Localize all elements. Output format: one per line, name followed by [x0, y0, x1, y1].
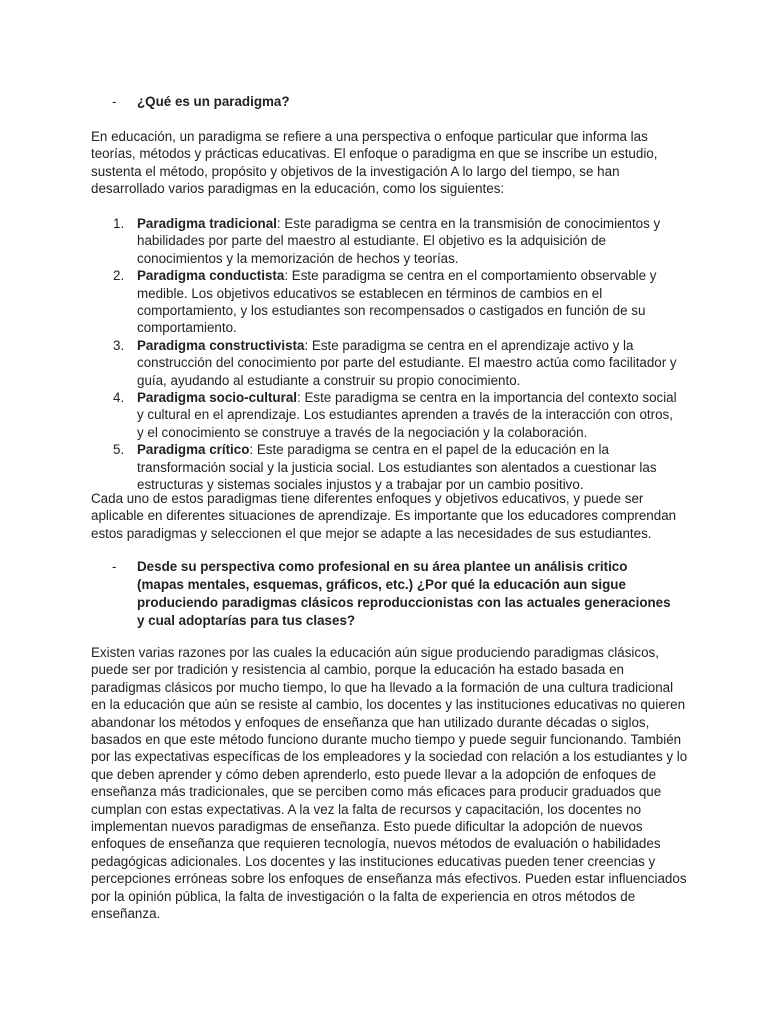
list-item	[0, 337, 679, 389]
heading-text: ¿Qué es un paradigma?	[137, 94, 290, 109]
paradigm-description: : Este paradigma se centra en la importancia del contexto social y cultural en el aprendizaje. Los estudiantes aprenden a través de la interacción con otros, y el conocimiento se construye a través de la negociación y la colaboración.	[137, 390, 677, 440]
paradigm-description: : Este paradigma se centra en la transmisión de conocimientos y habilidades por parte del maestro al estudiante. El objetivo es la adquisición de conocimientos y la memorización de hechos y teorías.	[137, 216, 661, 266]
list-number: 4.	[113, 390, 125, 406]
list-item	[0, 215, 679, 267]
paradigm-description: : Este paradigma se centra en el papel de la educación en la transformación social y la justicia social. Los estudiantes son alentados a cuestionar las estructuras y sistemas sociales injustos y a trabajar por un cambio positivo.	[137, 442, 657, 493]
list-number: 5.	[113, 442, 125, 458]
list-item	[0, 441, 679, 493]
paradigm-description: : Este paradigma se centra en el aprendizaje activo y la construcción del conocimiento por parte del estudiante. El maestro actúa como facilitador y guía, ayudando al estudiante a construir su propio conocimiento.	[137, 337, 677, 388]
answer-paragraph: Existen varias razones por las cuales la educación aún sigue produciendo paradigmas clásicos, puede ser por tradición y resistencia al cambio, porque la educación ha estado basada en paradigmas clásicos por mucho tiempo, lo que ha llevado a la formación de una cultura tradicional en la educación que aún se resiste al cambio, los docentes y las instituciones educativas no quieren abandonar los métodos y enfoques de enseñanza que han utilizado durante décadas o siglos, basados en que este método funciono durante mucho tiempo y puede seguir funcionando. También por las expectativas específicas de los empleadores y la sociedad con relación a los estudiantes y lo que deben aprender y cómo deben aprenderlo, esto puede llevar a la adopción de enfoques de enseñanza más tradicionales, que se perciben como más eficaces para producir graduados que cumplan con estas expectativas. A la vez la falta de recursos y capacitación, los docentes no implementan nuevos paradigmas de enseñanza. Esto puede dificultar la adopción de nuevos enfoques de enseñanza que requieren tecnología, nuevos métodos de evaluación o habilidades pedagógicas adicionales. Los docentes y las instituciones educativas pueden tener creencias y percepciones erróneas sobre los enfoques de enseñanza más efectivos. Pueden estar influenciados por la opinión pública, la falta de investigación o la falta de experiencia en otros métodos de enseñanza.	[91, 645, 688, 922]
paradigm-list	[0, 215, 768, 494]
paradigm-name: Paradigma tradicional	[137, 216, 277, 231]
list-number: 1.	[113, 216, 125, 231]
paradigm-name: Paradigma socio-cultural	[137, 390, 297, 406]
list-number: 2.	[113, 268, 125, 284]
list-item	[0, 267, 679, 337]
heading-bullet: -	[112, 94, 117, 109]
summary-paragraph: Cada uno de estos paradigmas tiene diferentes enfoques y objetivos educativos, y puede ser aplicable en diferentes situaciones de aprendizaje. Es importante que los educadores comprendan estos paradigmas y seleccionen el que mejor se adapte a las necesidades de sus estudiantes.	[91, 491, 677, 541]
list-item	[0, 389, 679, 441]
paradigm-description: : Este paradigma se centra en el comportamiento observable y medible. Los objetivos educativos se establecen en términos de cambios en el comportamiento, y los estudiantes son recompensados o castigados en función de su comportamiento.	[137, 268, 657, 336]
paradigm-name: Paradigma constructivista	[137, 337, 305, 353]
intro-paragraph: En educación, un paradigma se refiere a una perspectiva o enfoque particular que informa las teorías, métodos y prácticas educativas. El enfoque o paradigma en que se inscribe un estudio, sustenta el método, propósito y objetivos de la investigación A lo largo del tiempo, se han desarrollado varios paradigmas en la educación, como los siguientes:	[91, 129, 658, 197]
paradigm-name: Paradigma crítico	[137, 442, 250, 458]
heading-bullet: -	[112, 559, 117, 574]
paradigm-name: Paradigma conductista	[137, 268, 285, 284]
heading-text: Desde su perspectiva como profesional en su área plantee un análisis critico (mapas mentales, esquemas, gráficos, etc.) ¿Por qué la educación aun sigue produciendo paradigmas clásicos reproduccionistas con las actuales generaciones y cual adoptarías para tus clases?	[137, 559, 671, 628]
list-number: 3.	[113, 337, 125, 353]
